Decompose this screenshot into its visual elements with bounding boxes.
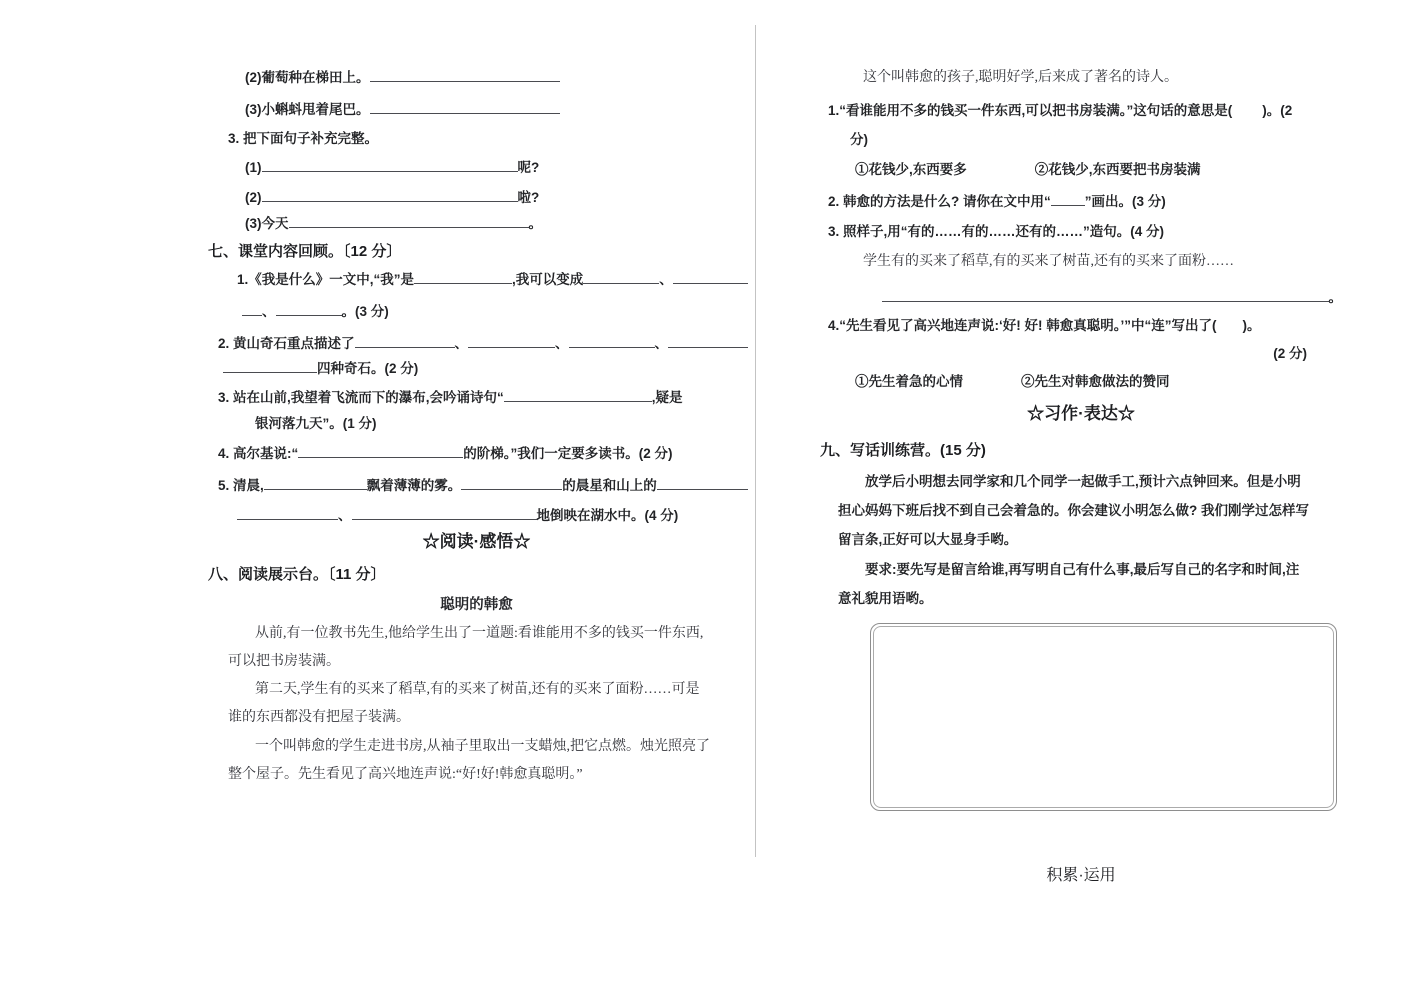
answer-blank <box>298 456 463 458</box>
text-run: (1) <box>245 160 262 175</box>
text-run: 4. 高尔基说:“ <box>218 446 299 461</box>
text-run: 。 <box>528 216 542 231</box>
text-run: 呢? <box>517 160 540 175</box>
text-run: (2) <box>245 190 262 205</box>
text-line <box>255 737 748 757</box>
text-line <box>245 214 748 234</box>
answer-blank <box>583 282 659 284</box>
text-line <box>828 316 1342 336</box>
text-run: 地倒映在湖水中。(4 分) <box>536 508 679 523</box>
answer-blank <box>414 282 512 284</box>
text-run: 谁的东西都没有把屋子装满。 <box>228 710 410 725</box>
text-run: 4.“先生看见了高兴地连声说:‘好! 好! 韩愈真聪明。’”中“连”写出了( <box>828 318 1217 333</box>
text-run: 九、写话训练营。(15 分) <box>820 442 986 459</box>
text-line <box>828 101 1342 121</box>
text-run: 、 <box>338 508 352 523</box>
text-run: 留言条,正好可以大显身手哟。 <box>838 532 1018 547</box>
text-run: 1.《我是什么》一文中,“我”是 <box>237 272 415 287</box>
answer-blank <box>370 112 560 114</box>
text-line <box>205 532 748 552</box>
text-line <box>863 68 1342 88</box>
text-run: 的阶梯。”我们一定要多读书。(2 分) <box>463 446 673 461</box>
right-page <box>820 0 1342 982</box>
text-line <box>205 595 748 615</box>
text-run: 四种奇石。(2 分) <box>317 361 419 376</box>
text-run: 、 <box>659 272 673 287</box>
answer-blank <box>352 518 537 520</box>
text-run: 意礼貌用语哟。 <box>838 591 933 606</box>
text-line <box>828 192 1342 212</box>
text-run: 聪明的韩愈 <box>440 597 513 613</box>
answer-blank <box>262 200 518 202</box>
text-run: 可以把书房装满。 <box>228 654 340 669</box>
text-line <box>223 359 748 379</box>
text-line <box>245 68 748 88</box>
text-line <box>218 444 748 464</box>
answer-blank <box>370 80 560 82</box>
text-line <box>228 652 748 672</box>
left-page <box>205 0 748 982</box>
text-run: 1.“看谁能用不多的钱买一件东西,可以把书房装满。”这句话的意思是( <box>828 103 1233 118</box>
text-line <box>228 129 748 149</box>
text-line <box>828 222 1342 242</box>
answer-blank <box>569 346 655 348</box>
text-run: ☆阅读·感悟☆ <box>422 532 531 551</box>
text-run: (2 分) <box>1273 346 1307 361</box>
text-run: 七、课堂内容回顾。〔12 分〕 <box>208 243 402 260</box>
text-line <box>255 680 748 700</box>
answer-blank <box>461 488 562 490</box>
writing-answer-box <box>870 623 1337 811</box>
text-line <box>237 270 748 290</box>
text-run: ①花钱少,东西要多 <box>855 162 967 177</box>
text-line <box>218 334 748 354</box>
text-run: )。(2 <box>1262 103 1293 118</box>
answer-blank <box>289 226 529 228</box>
text-run: 八、阅读展示台。〔11 分〕 <box>208 566 386 583</box>
text-run: ,疑是 <box>651 390 683 405</box>
text-run: ”画出。(3 分) <box>1084 194 1166 209</box>
text-line <box>228 708 748 728</box>
text-line <box>218 388 748 408</box>
text-line <box>820 441 1342 461</box>
answer-blank <box>882 300 1329 302</box>
text-run: ☆习作·表达☆ <box>1027 404 1135 423</box>
text-line <box>208 242 748 262</box>
answer-blank <box>673 282 748 284</box>
text-line <box>245 100 748 120</box>
text-run: 3. 把下面句子补充完整。 <box>228 131 379 146</box>
text-line <box>863 252 1342 272</box>
text-line <box>838 589 1342 609</box>
text-run: (3)今天 <box>245 216 289 231</box>
text-line <box>882 288 1342 308</box>
text-line <box>838 501 1342 521</box>
text-run: 2. 韩愈的方法是什么? 请你在文中用“ <box>828 194 1051 209</box>
text-line <box>208 565 748 585</box>
text-run: 银河落九天”。(1 分) <box>255 416 377 431</box>
text-run: 。 <box>1328 290 1342 305</box>
text-run: (3)小蝌蚪甩着尾巴。 <box>245 102 370 117</box>
text-run: 、 <box>454 336 469 351</box>
text-run: (2)葡萄种在梯田上。 <box>245 70 370 85</box>
answer-blank <box>264 488 367 490</box>
text-run: 放学后小明想去同学家和几个同学一起做手工,预计六点钟回来。但是小明 <box>865 474 1301 489</box>
text-run: 的晨星和山上的 <box>562 478 657 493</box>
text-run: 第二天,学生有的买来了稻草,有的买来了树苗,还有的买来了面粉……可是 <box>255 682 700 697</box>
answer-blank <box>504 400 652 402</box>
answer-blank <box>355 346 455 348</box>
answer-blank <box>468 346 555 348</box>
text-line <box>855 372 1342 392</box>
text-run: ,我可以变成 <box>512 272 584 287</box>
text-run: 一个叫韩愈的学生走进书房,从袖子里取出一支蜡烛,把它点燃。烛光照亮了 <box>255 739 710 754</box>
text-run: 学生有的买来了稻草,有的买来了树苗,还有的买来了面粉…… <box>863 254 1234 269</box>
answer-blank <box>242 314 262 316</box>
page-gutter-divider <box>755 25 756 857</box>
text-line <box>245 158 748 178</box>
text-line <box>865 472 1342 492</box>
text-run: 整个屋子。先生看见了高兴地连声说:“好!好!韩愈真聪明。” <box>228 767 583 782</box>
answer-blank <box>1051 204 1085 206</box>
text-line <box>820 344 1342 364</box>
text-run: 5. 清晨, <box>218 478 264 493</box>
text-line <box>865 560 1342 580</box>
text-line <box>218 476 748 496</box>
writing-answer-box-inner-border <box>873 626 1334 808</box>
text-run: 、 <box>555 336 569 351</box>
text-line <box>820 404 1342 424</box>
text-run: 3. 照样子,用“有的……有的……还有的……”造句。(4 分) <box>828 224 1165 239</box>
text-run: 3. 站在山前,我望着飞流而下的瀑布,会吟诵诗句“ <box>218 390 504 405</box>
answer-blank <box>223 371 317 373</box>
answer-blank <box>668 346 748 348</box>
text-run: 、 <box>654 336 669 351</box>
text-line <box>855 160 1342 180</box>
text-line <box>228 765 748 785</box>
text-run: 、 <box>262 304 276 319</box>
answer-blank <box>276 314 342 316</box>
text-run: 这个叫韩愈的孩子,聪明好学,后来成了著名的诗人。 <box>863 70 1178 85</box>
answer-blank <box>237 518 338 520</box>
answer-blank <box>657 488 748 490</box>
text-run: ②先生对韩愈做法的赞同 <box>1021 374 1170 389</box>
text-run: 。(3 分) <box>341 304 389 319</box>
text-run: ①先生着急的心情 <box>855 374 963 389</box>
text-run: 分) <box>850 132 868 147</box>
text-line <box>838 530 1342 550</box>
text-line <box>237 506 748 526</box>
page-footer-label: 积累·运用 <box>1046 867 1116 884</box>
text-line <box>245 188 748 208</box>
text-line <box>255 414 748 434</box>
text-run: 2. 黄山奇石重点描述了 <box>218 336 355 351</box>
answer-blank <box>262 170 518 172</box>
text-run: 从前,有一位教书先生,他给学生出了一道题:看谁能用不多的钱买一件东西, <box>255 626 704 641</box>
text-run: 啦? <box>517 190 540 205</box>
text-line <box>242 302 748 322</box>
text-line <box>255 624 748 644</box>
text-run: ②花钱少,东西要把书房装满 <box>1034 162 1201 177</box>
text-line <box>850 130 1342 150</box>
text-run: 飘着薄薄的雾。 <box>366 478 462 493</box>
text-run: 担心妈妈下班后找不到自己会着急的。你会建议小明怎么做? 我们刚学过怎样写 <box>838 503 1309 518</box>
text-run: 要求:要先写是留言给谁,再写明自己有什么事,最后写自己的名字和时间,注 <box>865 562 1300 577</box>
text-run: )。 <box>1242 318 1261 333</box>
